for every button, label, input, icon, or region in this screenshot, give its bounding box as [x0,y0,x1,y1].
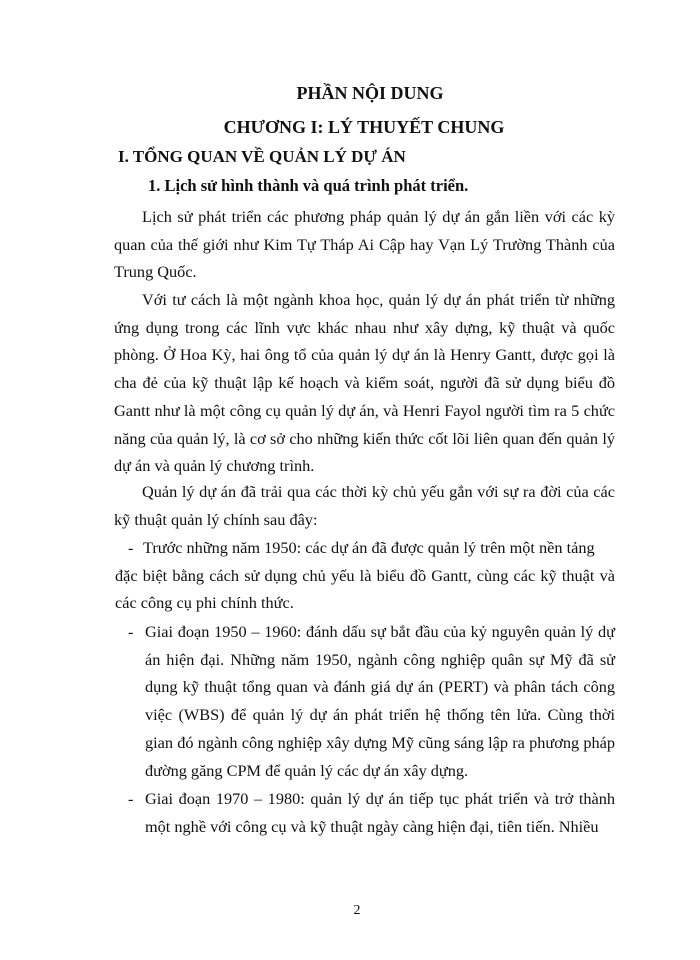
list-dash: - [128,538,134,557]
list-item-continuation: đặc biệt bằng cách sử dụng chủ yếu là biểu đồ Gantt, cùng các kỹ thuật và các công cụ phi chính thức. [115,565,615,613]
part-title: PHẦN NỘI DUNG [296,83,444,103]
subsection-heading: 1. Lịch sử hình thành và quá trình phát triển. [148,176,469,195]
section-heading: I. TỔNG QUAN VỀ QUẢN LÝ DỰ ÁN [118,147,406,166]
list-item-text: Giai đoạn 1950 – 1960: đánh dấu sự bắt đầu của kỷ nguyên quản lý dự án hiện đại. Những năm 1950, ngành công nghiệp quân sự Mỹ đã sử dụng kỹ thuật tổng quan và đánh giá dự án (PERT) và phân tách công việc (WBS) để quản lý dự án phát triển hệ thống tên lửa. Cùng thời gian đó ngành công nghiệp xây dựng Mỹ cũng sáng lập ra phương pháp đường găng CPM để quản lý các dự án xây dựng. [145,622,615,780]
list-dash: - [128,789,134,808]
list-item-1970-1980 [128,785,615,840]
list-item-pre-1950 [115,534,615,617]
list-item-text: Giai đoạn 1970 – 1980: quản lý dự án tiếp tục phát triển và trở thành một nghề với công cụ và kỹ thuật ngày càng hiện đại, tiên tiến. Nhiều [145,789,615,836]
list-item-first-line: Trước những năm 1950: các dự án đã được quản lý trên một nền tảng [143,538,595,557]
page-number: 2 [353,903,361,918]
paragraph-periods-intro: Quản lý dự án đã trải qua các thời kỳ chủ yếu gắn với sự ra đời của các kỹ thuật quản lý chính sau đây: [114,482,615,529]
paragraph-history-intro: Lịch sử phát triển các phương pháp quản lý dự án gắn liền với các kỳ quan của thế giới như Kim Tự Tháp Ai Cập hay Vạn Lý Trường Thành của Trung Quốc. [114,207,615,282]
paragraph-science-origin: Với tư cách là một ngành khoa học, quản lý dự án phát triển từ những ứng dụng trong các lĩnh vực khác nhau như xây dựng, kỹ thuật và quốc phòng. Ở Hoa Kỳ, hai ông tổ của quản lý dự án là Henry Gantt, được gọi là cha đẻ của kỹ thuật lập kế hoạch và kiểm soát, người đã sử dụng biểu đồ Gantt như là một công cụ quản lý dự án, và Henri Fayol người tìm ra 5 chức năng của quản lý, là cơ sở cho những kiến thức cốt lõi liên quan đến quản lý dự án và quản lý chương trình. [114,290,615,476]
list-item-1950-1960 [128,618,615,784]
list-dash: - [128,622,134,641]
chapter-title: CHƯƠNG I: LÝ THUYẾT CHUNG [223,117,505,137]
